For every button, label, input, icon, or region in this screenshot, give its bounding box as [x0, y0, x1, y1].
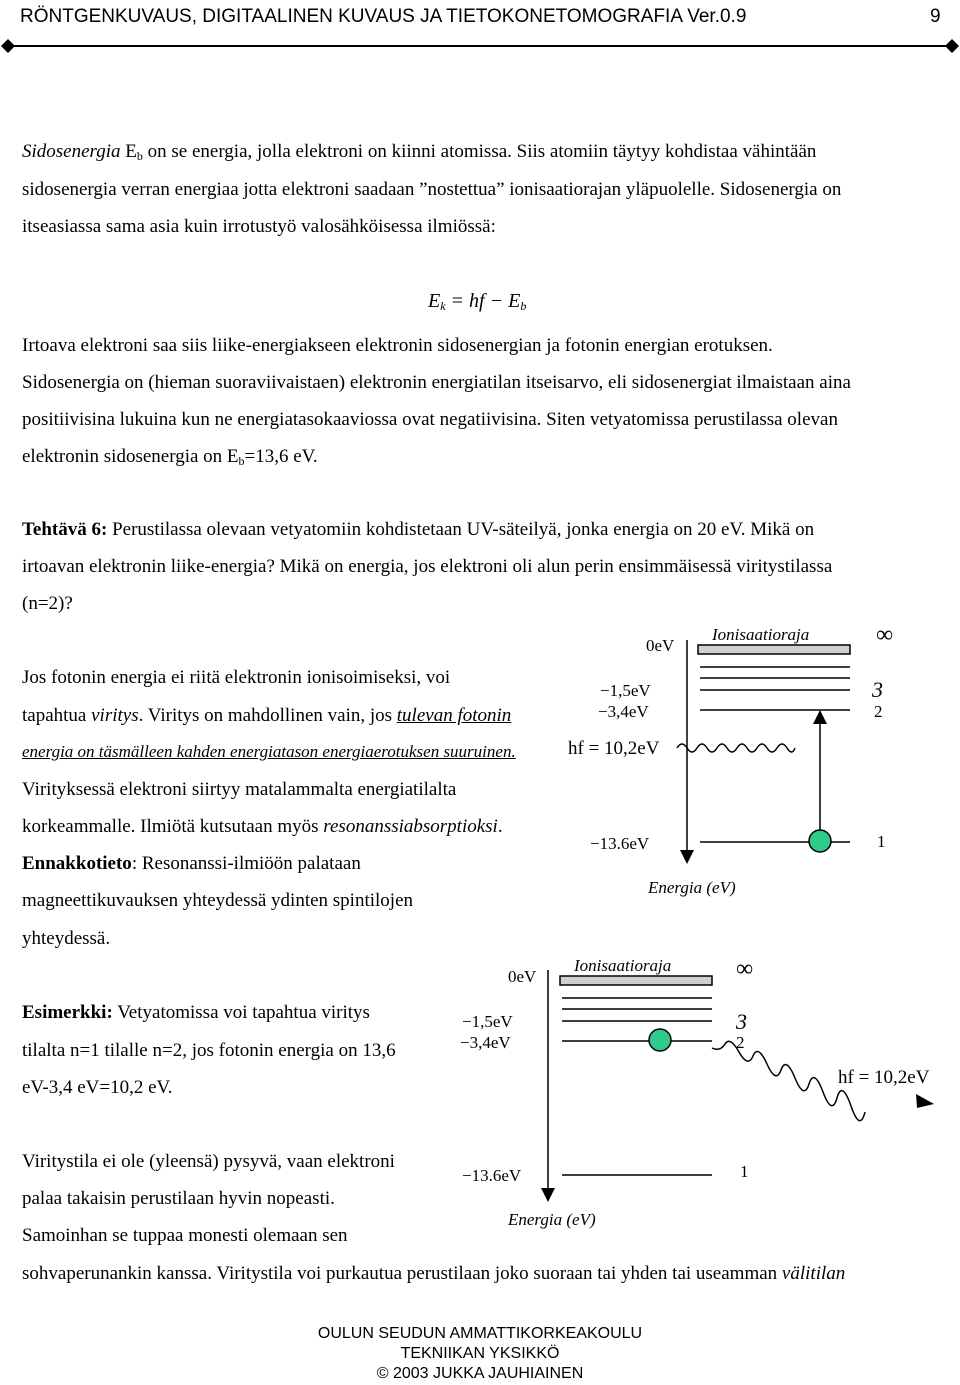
para2-line-3: positiivisina lukuina kun ne energiatasokaaviossa ovat negatiivisina. Siten vetyatomissa perustilassa olevan [22, 409, 838, 430]
excitation-line-5 [22, 817, 503, 836]
d1-infinity: ∞ [876, 622, 894, 648]
d1-hf-label: hf = 10,2eV [568, 738, 660, 759]
d1-level-34-label: −3,4eV [598, 702, 649, 721]
intro-line-1 [22, 142, 816, 161]
task-line-3: (n=2)? [22, 593, 73, 614]
excitation-line-2 [22, 706, 511, 725]
equation-rhs-sub: b [520, 299, 527, 313]
d1-level-136-label: −13.6eV [590, 834, 650, 853]
d2-hf-label: hf = 10,2eV [838, 1067, 930, 1088]
closing-line-2: palaa takaisin perustilaan hyvin nopeasti. [22, 1188, 335, 1209]
d1-ionization-label: Ionisaatioraja [712, 625, 810, 644]
excitation-line-6-text: : Resonanssi-ilmiöön palataan [131, 853, 361, 874]
footer-line-2: TEKNIIKAN YKSIKKÖ [400, 1345, 560, 1362]
excitation-line-6 [22, 854, 361, 873]
diamond-left-icon [1, 39, 15, 53]
footer-line-3: © 2003 JUKKA JAUHIAINEN [376, 1365, 584, 1382]
closing-line-1: Viritystila ei ole (yleensä) pysyvä, vaan elektroni [22, 1151, 395, 1172]
para2-line-4-post: =13,6 eV. [244, 446, 318, 467]
task-line-1 [22, 520, 814, 539]
intro-line-3: itseasiassa sama asia kuin irrotustyö valosähköisessa ilmiössä: [22, 216, 496, 237]
ionization-band [698, 645, 850, 654]
d2-energy-axis-label: Energia (eV) [508, 1210, 596, 1229]
photon-arrow-icon [916, 1094, 934, 1108]
closing-line-4-italic: välitilan [781, 1263, 846, 1284]
term-resonanssiabsorptio: resonanssiabsorptioksi [323, 816, 498, 837]
d1-level-0-label: 0eV [646, 636, 675, 655]
task-line-1-text: Perustilassa olevaan vetyatomiin kohdistetaan UV-säteilyä, jonka energia on 20 eV. Mikä on [107, 519, 815, 540]
page-header-title: RÖNTGENKUVAUS, DIGITAALINEN KUVAUS JA TIETOKONETOMOGRAFIA Ver.0.9 [20, 6, 747, 27]
axis-arrow-icon [541, 1188, 555, 1202]
excitation-line-5-pre: korkeammalle. Ilmiötä kutsutaan myös [22, 816, 324, 837]
equation-rhs: = hf − E [450, 290, 521, 312]
task-label: Tehtävä 6: [22, 519, 108, 540]
term-sidosenergia: Sidosenergia [22, 141, 121, 162]
d2-n2-label: 2 [736, 1033, 745, 1052]
d1-n3-label: 3 [872, 677, 883, 702]
ionization-band [560, 976, 712, 985]
prior-knowledge-label: Ennakkotieto [22, 853, 132, 874]
d2-level-136-label: −13.6eV [462, 1166, 522, 1185]
symbol-sub: b [136, 149, 143, 163]
example-line-1-text: Vetyatomissa voi tapahtua viritys [112, 1002, 370, 1023]
d2-level-0-label: 0eV [508, 967, 537, 986]
excitation-line-8: yhteydessä. [22, 928, 111, 949]
term-viritys: viritys [91, 705, 139, 726]
closing-line-3: Samoinhan se tuppaa monesti olemaan sen [22, 1225, 348, 1246]
d2-ionization-label: Ionisaatioraja [574, 956, 672, 975]
equation-lhs: E [428, 290, 441, 312]
d2-n3-label: 3 [736, 1009, 747, 1034]
equation [428, 290, 526, 313]
axis-arrow-icon [680, 850, 694, 864]
intro-line-2: sidosenergia verran energiaa jotta elektroni saadaan ”nostettua” ionisaatiorajan yläpuolelle. Sidosenergia on [22, 179, 842, 200]
symbol-e: E [125, 141, 137, 162]
task-line-2: irtoavan elektronin liike-energia? Mikä on energia, jos elektroni oli alun perin ensimmäisessä viritystilassa [22, 556, 833, 577]
d2-n1-label: 1 [740, 1162, 749, 1181]
d1-n1-label: 1 [877, 832, 886, 851]
d1-n2-label: 2 [874, 702, 883, 721]
page-number: 9 [930, 6, 941, 27]
para2-line-4 [22, 447, 318, 466]
excitation-line-5-post: . [497, 816, 503, 837]
excitation-line-7: magneettikuvauksen yhteydessä ydinten spintilojen [22, 890, 414, 911]
excitation-line-2-mid: . Viritys on mahdollinen vain, jos [138, 705, 397, 726]
example-line-2: tilalta n=1 tilalle n=2, jos fotonin energia on 13,6 [22, 1040, 396, 1061]
diamond-right-icon [945, 39, 959, 53]
example-line-1 [22, 1003, 370, 1022]
intro-line-1-text: on se energia, jolla elektroni on kiinni atomissa. Siis atomiin täytyy kohdistaa vähintään [142, 141, 817, 162]
excitation-line-4: Virityksessä elektroni siirtyy matalammalta energiatilalta [22, 779, 457, 800]
excitation-arrow-head-icon [813, 710, 827, 724]
excitation-line-3: energia on täsmälleen kahden energiatason energiaerotuksen suuruinen. [22, 742, 516, 761]
d1-level-15-label: −1,5eV [600, 681, 651, 700]
closing-line-4-pre: sohvaperunankin kanssa. Viritystila voi purkautua perustilaan joko suoraan tai yhden tai useamman [22, 1263, 782, 1284]
d2-infinity: ∞ [736, 956, 754, 982]
para2-line-4-sub: b [238, 454, 245, 468]
excitation-line-1: Jos fotonin energia ei riitä elektronin ionisoimiseksi, voi [22, 667, 451, 688]
equation-lhs-sub: k [440, 299, 446, 313]
example-line-3: eV-3,4 eV=10,2 eV. [22, 1077, 173, 1098]
energy-diagram-1 [677, 640, 850, 864]
electron-1 [809, 830, 831, 852]
para2-line-4-pre: elektronin sidosenergia on E [22, 446, 239, 467]
photon-wave [677, 744, 795, 752]
excitation-line-2-pre: tapahtua [22, 705, 92, 726]
excitation-line-2-underlined: tulevan fotonin [396, 705, 512, 726]
para2-line-1: Irtoava elektroni saa siis liike-energiakseen elektronin sidosenergian ja fotonin energian erotuksen. [22, 335, 773, 356]
footer-line-1: OULUN SEUDUN AMMATTIKORKEAKOULU [317, 1325, 643, 1342]
para2-line-2: Sidosenergia on (hieman suoraviivaistaen) elektronin energiatilan itseisarvo, eli sidosenergiat ilmaistaan aina [22, 372, 851, 393]
d2-level-34-label: −3,4eV [460, 1033, 511, 1052]
d2-level-15-label: −1,5eV [462, 1012, 513, 1031]
electron-2 [649, 1029, 671, 1051]
closing-line-4 [22, 1264, 845, 1283]
example-label: Esimerkki: [22, 1002, 113, 1023]
d1-energy-axis-label: Energia (eV) [648, 878, 736, 897]
